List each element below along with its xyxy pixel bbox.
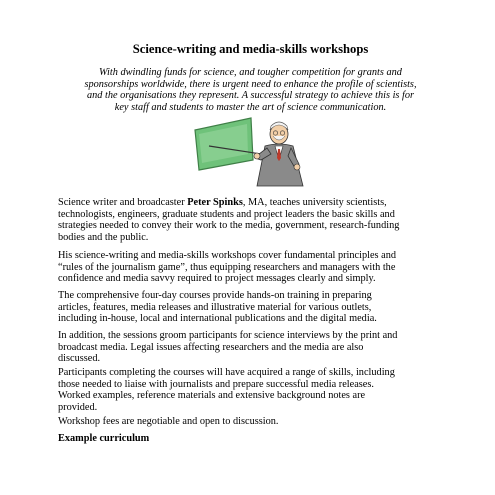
paragraph-line: Workshop fees are negotiable and open to discussion. xyxy=(58,416,279,427)
paragraph-courses xyxy=(58,290,443,325)
paragraph-line: bodies and the public. xyxy=(58,231,149,243)
paragraph-interviews xyxy=(58,330,443,365)
paragraph-line: strategies needed to convey their work to the media, government, research-funding xyxy=(58,220,400,232)
paragraph-line: confidence and media savvy required to project messages clearly and simply. xyxy=(58,273,376,285)
paragraph-presenter xyxy=(58,197,443,243)
section-heading-curriculum: Example curriculum xyxy=(58,433,150,444)
intro-paragraph xyxy=(58,67,443,113)
paragraph-line: technologists, engineers, graduate students and project leaders the basic skills and xyxy=(58,208,395,220)
intro-line: and the organisations they represent. A successful strategy to achieve this is for xyxy=(86,90,415,102)
paragraph-line: “rules of the journalism game”, thus equipping researchers and managers with the xyxy=(58,261,396,273)
paragraph-line: including in-house, local and international publications and the digital media. xyxy=(58,313,377,325)
paragraph-line: provided. xyxy=(58,401,98,413)
presenter-name: Peter Spinks xyxy=(187,197,243,208)
paragraph-line: In addition, the sessions groom participants for science interviews by the print and xyxy=(58,330,398,341)
intro-line: With dwindling funds for science, and tougher competition for grants and xyxy=(99,67,402,78)
paragraph-line: Worked examples, reference materials and extensive background notes are xyxy=(58,390,366,402)
paragraph-line: those needed to liaise with journalists and prepare successful media releases. xyxy=(58,378,374,390)
paragraph-skills xyxy=(58,367,443,413)
paragraph-line: Participants completing the courses will have acquired a range of skills, including xyxy=(58,367,395,378)
paragraph-fees xyxy=(58,416,443,428)
presenter-pointing-at-board-icon xyxy=(191,116,317,188)
document-title: Science-writing and media-skills workshops xyxy=(132,42,369,56)
paragraph-line: discussed. xyxy=(58,353,101,365)
paragraph-line: Science writer and broadcaster Peter Spinks, MA, teaches university scientists, xyxy=(58,197,387,208)
paragraph-workshops xyxy=(58,250,443,285)
intro-line: sponsorships worldwide, there is urgent need to enhance the profile of scientists, xyxy=(84,78,417,90)
paragraph-line: articles, features, media releases and illustrative material for various outlets, xyxy=(58,301,372,313)
paragraph-line: broadcast media. Legal issues affecting researchers and the media are also xyxy=(58,341,364,353)
paragraph-line: The comprehensive four-day courses provide hands-on training in preparing xyxy=(58,290,372,301)
intro-line: key staff and students to master the art of science communication. xyxy=(114,101,387,113)
paragraph-line: His science-writing and media-skills workshops cover fundamental principles and xyxy=(58,250,396,261)
